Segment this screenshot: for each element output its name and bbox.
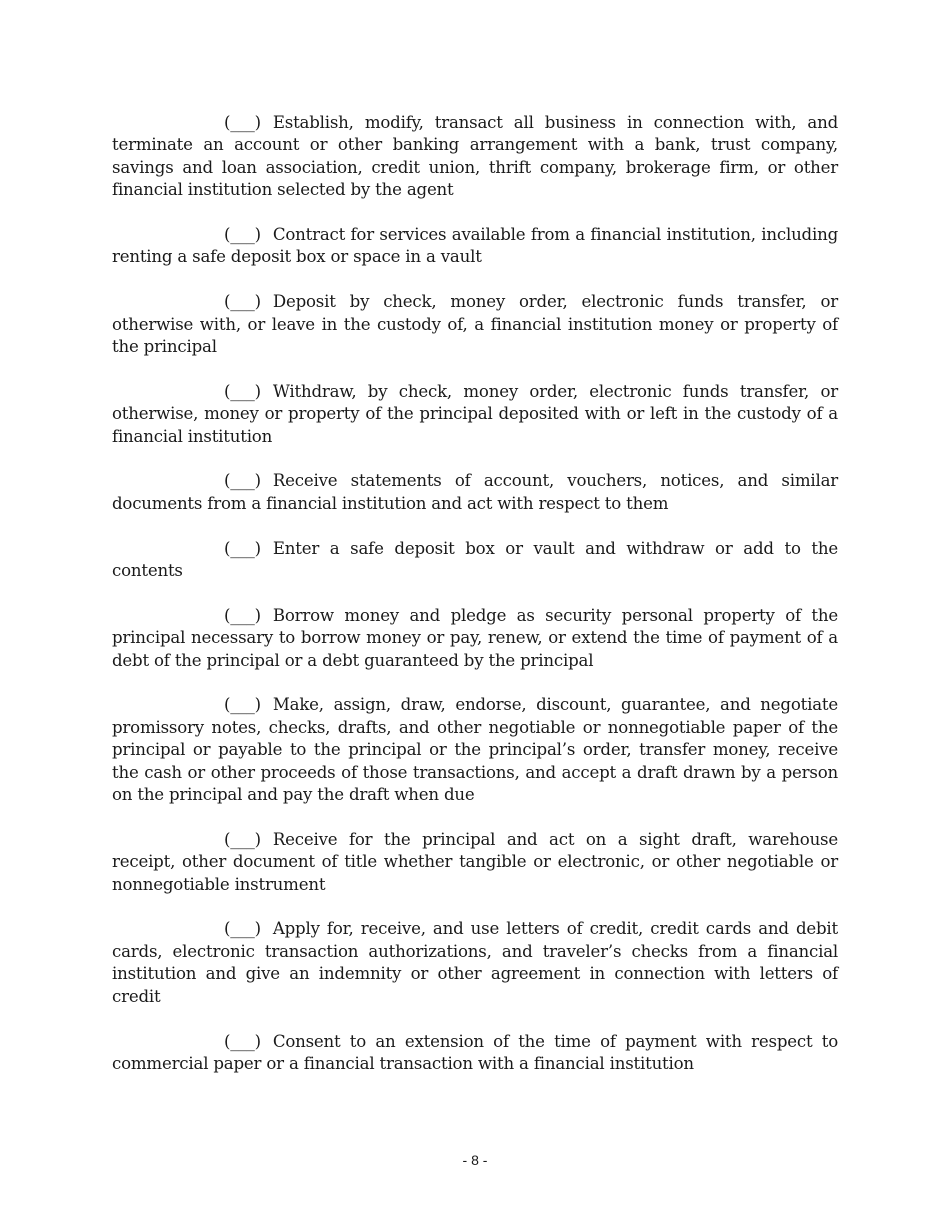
authority-item-safe-deposit-box <box>112 538 838 583</box>
initial-blank[interactable]: (___) <box>224 605 261 625</box>
authority-item-extension-of-payment <box>112 1031 838 1076</box>
page-number: - 8 - <box>462 1152 488 1168</box>
item-text: Make, assign, draw, endorse, discount, guarantee, and negotiate promissory notes, checks, drafts, and other negotiable or nonnegotiable paper of the principal or payable to the principal or the principal’s order, transfer money, receive the cash or other proceeds of those transactions, and accept a draft drawn by a person on the principal and pay the draft when due <box>112 695 838 805</box>
authority-item-negotiable-paper <box>112 694 838 806</box>
item-text: Borrow money and pledge as security personal property of the principal necessary to borrow money or pay, renew, or extend the time of payment of a debt of the principal or a debt guaranteed by the principal <box>112 605 838 670</box>
authority-item-letters-of-credit <box>112 918 838 1008</box>
initial-blank[interactable]: (___) <box>224 471 261 491</box>
authority-item-withdraw <box>112 381 838 448</box>
initial-blank[interactable]: (___) <box>224 695 261 715</box>
initial-blank[interactable]: (___) <box>224 113 261 132</box>
initial-blank[interactable]: (___) <box>224 1031 261 1051</box>
authority-item-establish-account <box>112 112 838 202</box>
item-text: Enter a safe deposit box or vault and withdraw or add to the contents <box>112 538 838 581</box>
item-text: Contract for services available from a financial institution, including renting a safe deposit box or space in a vault <box>112 225 838 267</box>
item-text: Receive for the principal and act on a sight draft, warehouse receipt, other document of title whether tangible or electronic, or other negotiable or nonnegotiable instrument <box>112 829 838 894</box>
item-text: Withdraw, by check, money order, electronic funds transfer, or otherwise, money or property of the principal deposited with or left in the custody of a financial institution <box>112 381 838 446</box>
item-text: Apply for, receive, and use letters of credit, credit cards and debit cards, electronic transaction authorizations, and traveler’s checks from a financial institution and give an indemnity or other agreement in connection with letters of credit <box>112 919 838 1006</box>
initial-blank[interactable]: (___) <box>224 538 261 558</box>
authority-item-deposit <box>112 291 838 358</box>
item-text: Establish, modify, transact all business in connection with, and terminate an account or other banking arrangement with a bank, trust company, savings and loan association, credit union, thrift company, brokerage firm, or other financial institution selected by the agent <box>112 113 838 200</box>
authority-item-contract-services <box>112 224 838 269</box>
authority-list <box>112 112 838 1098</box>
initial-blank[interactable]: (___) <box>224 381 261 401</box>
item-text: Deposit by check, money order, electronic funds transfer, or otherwise with, or leave in the custody of, a financial institution money or property of the principal <box>112 292 838 357</box>
item-text: Receive statements of account, vouchers, notices, and similar documents from a financial institution and act with respect to them <box>112 471 838 513</box>
authority-item-sight-draft <box>112 829 838 896</box>
item-text: Consent to an extension of the time of payment with respect to commercial paper or a financial transaction with a financial institution <box>112 1031 838 1073</box>
initial-blank[interactable]: (___) <box>224 225 261 245</box>
authority-item-borrow-money <box>112 605 838 672</box>
initial-blank[interactable]: (___) <box>224 292 261 312</box>
initial-blank[interactable]: (___) <box>224 829 261 849</box>
authority-item-receive-statements <box>112 470 838 515</box>
initial-blank[interactable]: (___) <box>224 919 261 939</box>
